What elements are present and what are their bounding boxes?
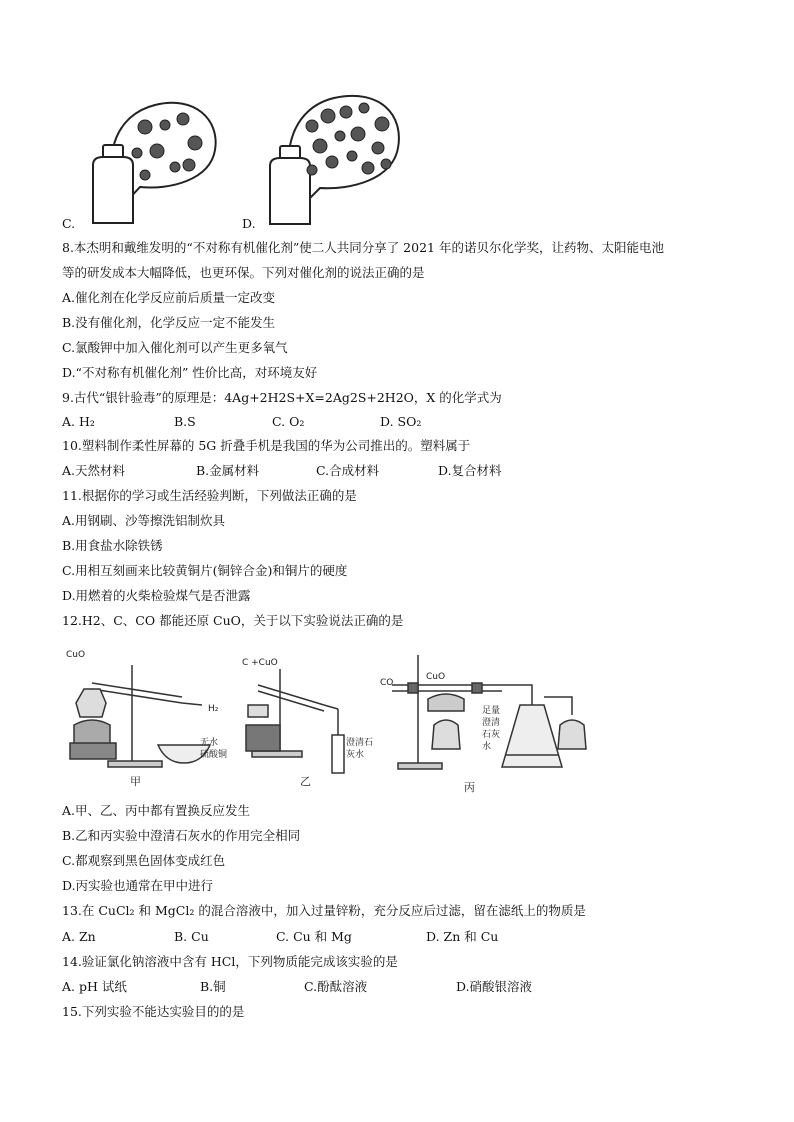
q13-option-a: A. Zn bbox=[62, 929, 96, 944]
label-yi: 乙 bbox=[300, 775, 311, 788]
label-c-cuo: C +CuO bbox=[242, 658, 278, 668]
q13-option-c: C. Cu 和 Mg bbox=[276, 929, 352, 944]
label-limewater-2: 灰水 bbox=[346, 750, 365, 760]
q12-option-d: D.丙实验也通常在甲中进行 bbox=[62, 878, 214, 893]
option-c-label: C. bbox=[62, 216, 76, 231]
label-cuo-1: CuO bbox=[66, 650, 86, 660]
q11-option-a: A.用钢刷、沙等擦洗铝制炊具 bbox=[62, 513, 226, 528]
q12-apparatus-figure bbox=[62, 645, 602, 795]
q8-stem-line1: 8.本杰明和戴维发明的“不对称有机催化剂”使二人共同分享了 2021 年的诺贝尔化学奖，让药物、太阳能电池 bbox=[62, 240, 664, 255]
q10-option-d: D.复合材料 bbox=[438, 463, 502, 478]
q9-option-b: B.S bbox=[174, 414, 196, 429]
label-bing: 丙 bbox=[464, 781, 475, 794]
q8-option-d: D.“不对称有机催化剂” 性价比高，对环境友好 bbox=[62, 365, 318, 380]
q9-option-c: C. O₂ bbox=[272, 414, 305, 429]
q13-stem: 13.在 CuCl₂ 和 MgCl₂ 的混合溶液中，加入过量锌粉，充分反应后过滤，留在滤纸上的物质是 bbox=[62, 903, 586, 918]
q11-option-d: D.用燃着的火柴检验煤气是否泄露 bbox=[62, 588, 251, 603]
q13-option-b: B. Cu bbox=[174, 929, 209, 944]
q11-stem: 11.根据你的学习或生活经验判断，下列做法正确的是 bbox=[62, 488, 357, 503]
q14-option-b: B.铜 bbox=[200, 979, 226, 994]
q12-stem: 12.H2、C、CO 都能还原 CuO，关于以下实验说法正确的是 bbox=[62, 613, 404, 628]
label-jia: 甲 bbox=[130, 775, 141, 788]
q8-option-c: C.氯酸钾中加入催化剂可以产生更多氧气 bbox=[62, 340, 288, 355]
q8-option-b: B.没有催化剂，化学反应一定不能发生 bbox=[62, 315, 276, 330]
label-h2: H₂ bbox=[208, 704, 219, 714]
label-co: CO bbox=[380, 678, 394, 688]
q12-option-b: B.乙和丙实验中澄清石灰水的作用完全相同 bbox=[62, 828, 301, 843]
label-enough-1: 足量 bbox=[482, 706, 501, 716]
q15-stem: 15.下列实验不能达实验目的的是 bbox=[62, 1004, 245, 1019]
q11-option-b: B.用食盐水除铁锈 bbox=[62, 538, 163, 553]
option-c-figure bbox=[85, 95, 225, 230]
q13-option-d: D. Zn 和 Cu bbox=[426, 929, 499, 944]
option-d-label: D. bbox=[242, 216, 256, 231]
q10-option-a: A.天然材料 bbox=[62, 463, 126, 478]
q9-option-a: A. H₂ bbox=[62, 414, 95, 429]
q9-stem: 9.古代“银针验毒”的原理是：4Ag+2H2S+X=2Ag2S+2H2O，X 的化学式为 bbox=[62, 390, 502, 405]
label-anhydrous-2: 硫酸铜 bbox=[200, 750, 228, 760]
q14-option-c: C.酚酞溶液 bbox=[304, 979, 368, 994]
label-cuo-3: CuO bbox=[426, 672, 446, 682]
q9-option-d: D. SO₂ bbox=[380, 414, 422, 429]
q10-stem: 10.塑料制作柔性屏幕的 5G 折叠手机是我国的华为公司推出的。塑料属于 bbox=[62, 438, 471, 453]
q12-option-a: A.甲、乙、丙中都有置换反应发生 bbox=[62, 803, 251, 818]
q8-stem-line2: 等的研发成本大幅降低，也更环保。下列对催化剂的说法正确的是 bbox=[62, 265, 425, 280]
q10-option-b: B.金属材料 bbox=[196, 463, 260, 478]
q14-option-d: D.硝酸银溶液 bbox=[456, 979, 533, 994]
q8-option-a: A.催化剂在化学反应前后质量一定改变 bbox=[62, 290, 276, 305]
q10-option-c: C.合成材料 bbox=[316, 463, 380, 478]
q14-option-a: A. pH 试纸 bbox=[62, 979, 127, 994]
label-anhydrous-1: 无水 bbox=[200, 738, 219, 748]
q11-option-c: C.用相互刻画来比较黄铜片(铜锌合金)和铜片的硬度 bbox=[62, 563, 348, 578]
label-enough-4: 水 bbox=[482, 742, 492, 752]
label-limewater-1: 澄清石 bbox=[346, 738, 374, 748]
option-d-figure bbox=[262, 90, 407, 230]
q14-stem: 14.验证氯化钠溶液中含有 HCl，下列物质能完成该实验的是 bbox=[62, 954, 398, 969]
label-enough-3: 石灰 bbox=[482, 730, 501, 740]
q12-option-c: C.都观察到黑色固体变成红色 bbox=[62, 853, 226, 868]
label-enough-2: 澄清 bbox=[482, 718, 501, 728]
